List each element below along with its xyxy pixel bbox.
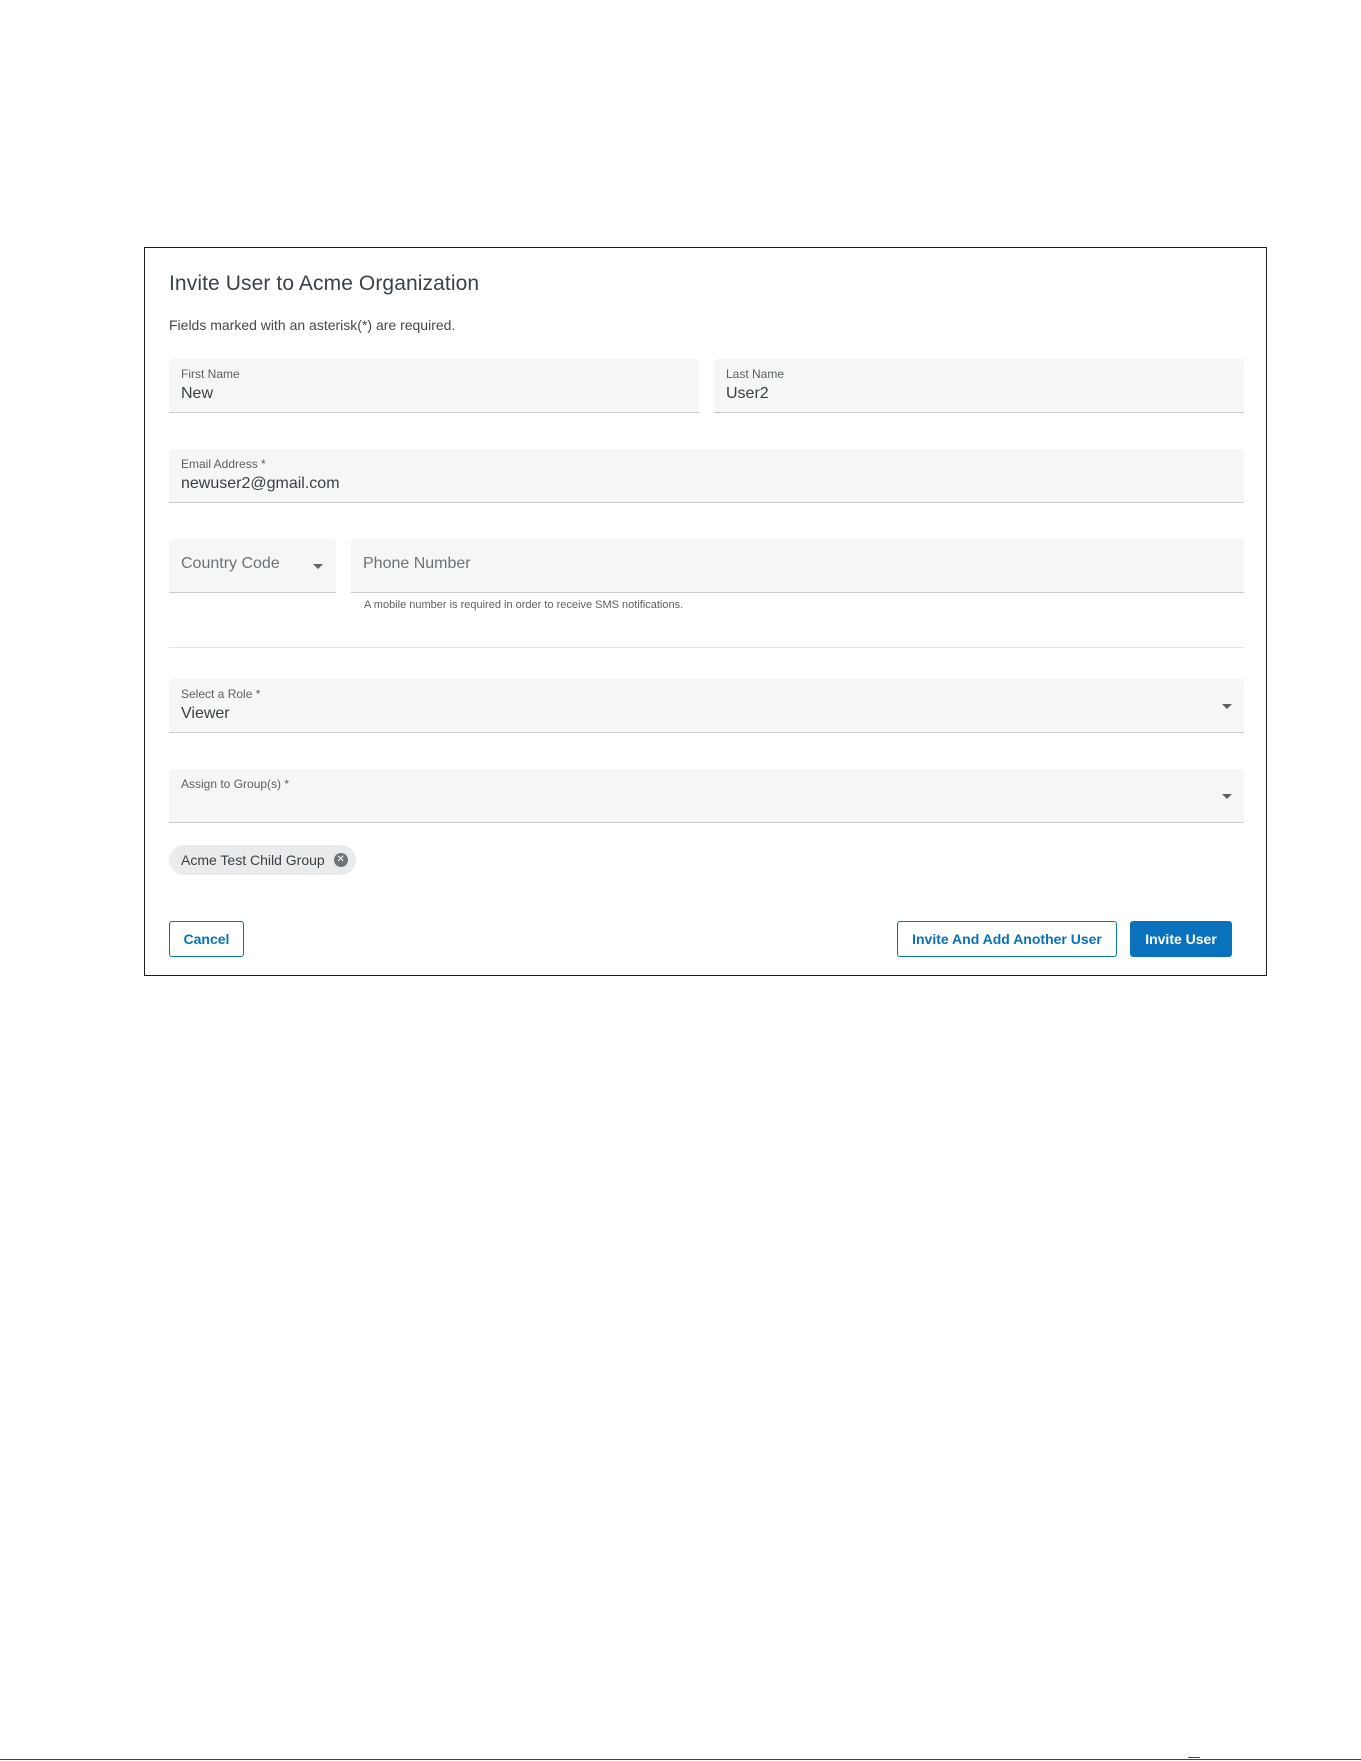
first-name-value[interactable]: New <box>181 385 214 402</box>
last-name-field[interactable] <box>714 359 1244 413</box>
page-bottom-rule <box>0 1759 1361 1760</box>
groups-label: Assign to Group(s) * <box>181 777 290 791</box>
role-value: Viewer <box>181 705 230 722</box>
section-divider <box>169 647 1244 648</box>
chevron-down-icon[interactable] <box>313 564 323 569</box>
phone-number-placeholder: Phone Number <box>363 555 471 572</box>
role-label: Select a Role * <box>181 687 261 701</box>
phone-number-field[interactable] <box>351 539 1244 593</box>
role-select[interactable] <box>169 679 1244 733</box>
phone-hint: A mobile number is required in order to receive SMS notifications. <box>364 599 684 611</box>
first-name-label: First Name <box>181 367 240 381</box>
email-value[interactable]: newuser2@gmail.com <box>181 475 340 492</box>
last-name-value[interactable]: User2 <box>726 385 769 402</box>
email-field[interactable] <box>169 449 1244 503</box>
required-fields-note: Fields marked with an asterisk(*) are required. <box>169 317 456 333</box>
country-code-placeholder: Country Code <box>181 555 280 572</box>
first-name-field[interactable] <box>169 359 699 413</box>
groups-select[interactable] <box>169 769 1244 823</box>
dialog-title: Invite User to Acme Organization <box>169 272 480 295</box>
group-chip <box>169 845 356 875</box>
invite-user-dialog <box>144 247 1267 976</box>
invite-user-button[interactable]: Invite User <box>1130 921 1232 957</box>
chevron-down-icon[interactable] <box>1222 794 1232 799</box>
email-label: Email Address * <box>181 457 266 471</box>
page-rule-mark <box>1188 1757 1200 1758</box>
last-name-label: Last Name <box>726 367 785 381</box>
chevron-down-icon[interactable] <box>1222 704 1232 709</box>
cancel-button[interactable]: Cancel <box>169 921 244 957</box>
invite-and-add-another-button[interactable]: Invite And Add Another User <box>897 921 1117 957</box>
close-circle-icon[interactable]: ✕ <box>334 853 348 867</box>
group-chip-label: Acme Test Child Group <box>181 852 325 868</box>
country-code-select[interactable] <box>169 539 336 593</box>
